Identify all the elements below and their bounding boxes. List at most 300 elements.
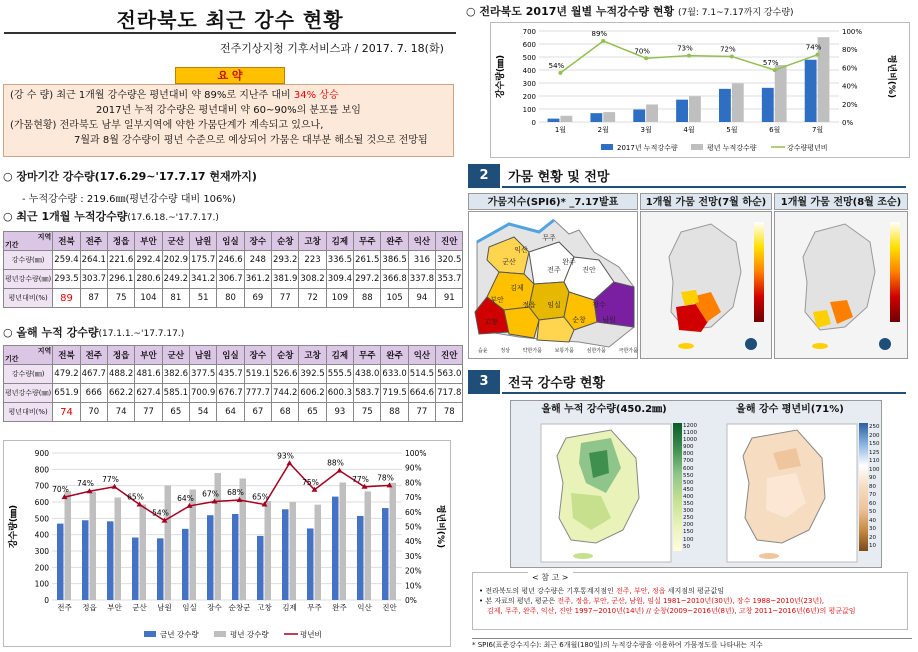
table-cell: 248 [244, 251, 271, 270]
bar-current [157, 538, 164, 600]
july-korea-map [641, 212, 771, 358]
y2-tick-label: 20% [405, 566, 422, 576]
page-subtitle: 전주기상지청 기후서비스과 / 2017. 7. 18(화) [220, 42, 444, 55]
table-cell: 297.2 [354, 270, 381, 289]
table-corner-cell: 지역 기간 [5, 347, 52, 363]
y-tick-label: 700 [522, 28, 536, 36]
scale-value: 600 [683, 465, 694, 472]
table-cell: 777.7 [244, 384, 271, 403]
spi-legend-item: 극한가뭄 [618, 348, 638, 354]
region-header: 전주 [80, 232, 107, 251]
table-cell: 481.6 [135, 365, 162, 384]
map-region-label: 임실 [547, 301, 561, 309]
y-tick-label: 0 [44, 596, 49, 605]
scale-value: 250 [869, 424, 880, 430]
table-cell: 280.6 [135, 270, 162, 289]
table-corner-cell: 지역 기간 [5, 233, 52, 249]
table-cell: 353.7 [436, 270, 463, 289]
bar-normal [340, 482, 347, 600]
x-tick-label: 2월 [597, 126, 609, 134]
scale-value: 150 [683, 529, 694, 536]
table-row [4, 403, 463, 422]
table-cell: 303.7 [80, 270, 107, 289]
table-cell: 744.2 [272, 384, 299, 403]
table-cell: 308.2 [299, 270, 326, 289]
bar-current [590, 113, 602, 122]
table-cell: 666 [80, 384, 107, 403]
region-header: 전북 [53, 346, 80, 365]
region-header: 정읍 [107, 232, 134, 251]
table-cell: 341.2 [190, 270, 217, 289]
table-cell: 81 [162, 289, 189, 308]
y2-tick-label: 0% [405, 596, 417, 605]
bar-normal [115, 498, 122, 600]
table-cell: 78 [436, 403, 463, 422]
monthly-title: ○ 전라북도 2017년 월별 누적강수량 현황 [466, 5, 675, 18]
scale-value: 150 [869, 441, 880, 447]
map-region-label: 남원 [602, 316, 616, 324]
bar-normal [603, 112, 615, 122]
ratio-label: 77% [352, 474, 369, 484]
bar-normal [775, 65, 787, 122]
region-header: 부안 [135, 346, 162, 365]
scale-value: 100 [869, 466, 880, 473]
map-region-label: 장수 [592, 301, 606, 309]
summary-box [3, 84, 454, 157]
bar-normal [646, 104, 658, 122]
table-cell: 93 [326, 403, 353, 422]
ytd-range: (17.1.1.~'17.7.17.) [98, 329, 185, 339]
y-tick-label: 400 [34, 530, 49, 540]
scale-value: 500 [683, 479, 694, 486]
ratio-point [287, 460, 293, 465]
ytd-chart-frame [3, 440, 451, 647]
reference-note-2: • 본 자료의 평년, 평균은 전주, 정읍, 부안, 군산, 남원, 임실 1981~2010년(30년), 장수 1988~2010년(23년), [479, 597, 825, 605]
table-cell: 717.8 [436, 384, 463, 403]
table-cell: 627.4 [135, 384, 162, 403]
table-cell: 392.5 [299, 365, 326, 384]
x-tick-label: 전주 [57, 603, 72, 612]
summary-header: 요 약 [175, 67, 285, 84]
y-tick-label: 400 [522, 67, 536, 75]
map-region-label: 익산 [514, 246, 528, 254]
national-ratio-title: 올해 강수 평년비(71%) [736, 404, 844, 415]
bar-normal [315, 505, 322, 600]
table-cell: 259.4 [53, 251, 80, 270]
table-cell: 320.5 [436, 251, 463, 270]
ratio-label: 75% [302, 477, 319, 487]
table-cell: 249.2 [162, 270, 189, 289]
map-region-label: 군산 [502, 258, 516, 266]
summary-line-4: 7월과 8월 강수량이 평년 수준으로 예상되어 가뭄은 대부분 해소될 것으로 전망됨 [74, 135, 428, 146]
bar-current [633, 110, 645, 122]
table-cell: 175.7 [190, 251, 217, 270]
drought-section-header [468, 164, 906, 188]
y2-tick-label: 20% [842, 100, 858, 109]
scale-value: 50 [869, 509, 876, 515]
bar-current [257, 536, 264, 600]
table-cell: 719.5 [381, 384, 408, 403]
table-cell: 361.2 [244, 270, 271, 289]
legend-swatch [691, 144, 703, 150]
spi-legend-item: 심한가뭄 [586, 348, 606, 354]
row-label: 평년대비(%) [4, 403, 53, 422]
map-region-label: 순창 [572, 316, 586, 324]
ratio-label: 65% [127, 492, 144, 502]
y-tick-label: 300 [34, 547, 49, 556]
table-cell: 555.5 [326, 365, 353, 384]
x-tick-label: 장수 [207, 603, 222, 612]
y2-tick-label: 80% [405, 478, 422, 488]
table-cell: 80 [217, 289, 244, 308]
y2-tick-label: 0% [842, 119, 854, 127]
region-header: 무주 [354, 232, 381, 251]
spi-footnote: * SPI6(표준강수지수): 최근 6개월(180일)의 누적강수량을 이용하여 가뭄정도를 나타내는 지수 [472, 638, 912, 650]
region-header: 정읍 [107, 346, 134, 365]
region-header: 완주 [381, 346, 408, 365]
scale-value: 10 [869, 543, 876, 549]
spi-map-title: 가뭄지수(SPI6)* _7.17발표 [468, 193, 638, 210]
x-tick-label: 익산 [357, 603, 372, 612]
table-header-row [4, 346, 463, 365]
ratio-point [730, 54, 734, 58]
region-header: 순창 [272, 232, 299, 251]
y2-tick-label: 60% [842, 64, 858, 73]
bar-normal [365, 491, 372, 600]
region-header: 장수 [244, 346, 271, 365]
legend-swatch [601, 144, 613, 150]
y-axis-title: 강수량(㎜) [496, 54, 506, 99]
legend-label: 2017년 누적강수량 [617, 144, 678, 152]
legend-swatch [214, 631, 226, 637]
monthly-chart-frame [490, 22, 910, 158]
table-cell: 70 [80, 403, 107, 422]
summary-highlight: 34% 상승 [293, 90, 339, 101]
monthly-chart [491, 23, 909, 157]
y-tick-label: 300 [522, 80, 536, 88]
table-cell: 75 [107, 289, 134, 308]
ratio-point [601, 39, 605, 43]
ratio-label: 54% [548, 61, 565, 70]
y2-tick-label: 90% [405, 463, 422, 473]
y-axis-title: 강수량(㎜) [9, 504, 19, 549]
table-cell: 64 [217, 403, 244, 422]
table-cell: 223 [299, 251, 326, 270]
table-cell: 316 [408, 251, 435, 270]
y-tick-label: 200 [34, 563, 49, 573]
table-cell: 366.8 [381, 270, 408, 289]
spi-legend-item: 정상 [500, 348, 510, 354]
table-row [4, 251, 463, 270]
table-cell: 377.5 [190, 365, 217, 384]
table-cell: 202.9 [162, 251, 189, 270]
table-cell: 77 [272, 289, 299, 308]
bar-current [357, 516, 364, 600]
table-cell: 91 [436, 289, 463, 308]
reference-box [472, 572, 908, 630]
bar-normal [90, 492, 97, 600]
reference-note-1: • 전라북도의 평년 강수량은 기후통계지점인 전주, 부안, 정읍 세지점의 평균값임 [479, 587, 725, 595]
table-cell: 467.7 [80, 365, 107, 384]
ratio-label: 72% [720, 45, 736, 54]
region-header: 고창 [299, 346, 326, 365]
table-cell: 74 [53, 403, 80, 422]
scale-value: 80 [869, 483, 876, 490]
scale-value: 70 [869, 492, 876, 498]
legend-swatch [144, 631, 156, 637]
spi-legend-item: 보통가뭄 [554, 348, 574, 354]
table-cell: 296.1 [107, 270, 134, 289]
table-cell: 246.6 [217, 251, 244, 270]
ratio-label: 89% [591, 30, 608, 39]
x-tick-label: 5월 [726, 126, 738, 134]
bar-current [719, 89, 731, 122]
legend-label: 평년비 [300, 630, 322, 639]
scale-value: 200 [683, 522, 694, 529]
table-cell: 77 [408, 403, 435, 422]
ratio-label: 74% [77, 479, 94, 489]
table-cell: 292.4 [135, 251, 162, 270]
scale-value: 300 [683, 508, 694, 515]
scale-value: 40 [869, 517, 876, 524]
x-tick-label: 무주 [307, 603, 322, 612]
recent-title: ○ 최근 1개월 누적강수량 [3, 210, 128, 223]
table-cell: 54 [190, 403, 217, 422]
x-tick-label: 3월 [640, 126, 652, 134]
table-cell: 600.3 [326, 384, 353, 403]
reference-note-3: 김제, 무주, 완주, 익산, 진안 1997~2010년(14년) // 순창(2009~2016년(8년), 고창 2011~2016년(6년)의 평균값임 [487, 607, 856, 615]
table-row [4, 289, 463, 308]
spi-legend-item: 습윤 [478, 348, 488, 354]
region-header: 남원 [190, 232, 217, 251]
bar-normal [560, 116, 572, 122]
bar-current [548, 119, 560, 122]
table-row [4, 384, 463, 403]
ytd-rain-table [3, 345, 463, 422]
bar-current [382, 508, 389, 600]
national-maps-frame [510, 400, 882, 568]
x-tick-label: 1월 [554, 126, 567, 134]
region-header: 완주 [381, 232, 408, 251]
scale-value: 100 [683, 536, 694, 543]
scale-value: 30 [869, 526, 876, 532]
y2-tick-label: 60% [405, 507, 422, 517]
reference-header: < 참 고 > [528, 572, 573, 583]
region-header: 고창 [299, 232, 326, 251]
scale-value: 90 [869, 475, 876, 481]
row-label: 강수량(㎜) [4, 251, 53, 270]
bar-current [762, 88, 774, 122]
row-label: 강수량(㎜) [4, 365, 53, 384]
table-cell: 514.5 [408, 365, 435, 384]
table-cell: 69 [244, 289, 271, 308]
table-cell: 77 [135, 403, 162, 422]
table-cell: 104 [135, 289, 162, 308]
region-header: 순창 [272, 346, 299, 365]
scale-value: 125 [869, 449, 880, 456]
bar-current [332, 497, 339, 600]
row-label: 평년강수량(㎜) [4, 270, 53, 289]
table-cell: 438.0 [354, 365, 381, 384]
table-cell: 606.2 [299, 384, 326, 403]
table-cell: 67 [244, 403, 271, 422]
y2-tick-label: 10% [405, 581, 422, 591]
spi-legend-item: 약한가뭄 [522, 348, 542, 354]
bar-normal [265, 501, 272, 600]
ytd-heading [3, 324, 184, 340]
scale-value: 550 [683, 472, 694, 479]
drought-section-title: 가뭄 현황 및 전망 [508, 170, 610, 185]
ytd-chart [4, 441, 450, 646]
table-cell: 75 [354, 403, 381, 422]
table-cell: 583.7 [354, 384, 381, 403]
map-region-label: 진안 [582, 266, 596, 274]
bar-normal [732, 83, 744, 122]
table-cell: 88 [354, 289, 381, 308]
summary-line-2: 2017년 누적 강수량은 평년대비 약 60~90%의 분포를 보임 [96, 105, 361, 116]
scale-value: 400 [683, 493, 694, 500]
monthly-note: (7월: 7.1~7.17까지 강수량) [677, 8, 794, 18]
table-cell: 651.9 [53, 384, 80, 403]
ratio-label: 77% [102, 474, 119, 484]
scale-value: 60 [869, 500, 876, 507]
table-cell: 293.2 [272, 251, 299, 270]
y2-tick-label: 80% [842, 46, 858, 55]
monsoon-heading: ○ 장마기간 강수량(17.6.29~'17.7.17 현재까지) [3, 170, 257, 183]
table-cell: 336.5 [326, 251, 353, 270]
bar-current [232, 514, 239, 600]
scale-value: 110 [869, 458, 880, 464]
y2-tick-label: 100% [405, 449, 427, 458]
table-cell: 337.8 [408, 270, 435, 289]
y2-axis-title: 평년비(%) [886, 54, 896, 99]
monsoon-detail: - 누적강수량 : 219.6㎜(평년강수량 대비 106%) [22, 194, 236, 205]
recent-range: (17.6.18.~'17.7.17.) [127, 213, 219, 223]
region-header: 부안 [135, 232, 162, 251]
national-total-title: 올해 누적 강수량(450.2㎜) [541, 404, 667, 415]
ratio-point [558, 71, 562, 75]
july-outlook-title: 1개월 가뭄 전망(7월 하순) [640, 193, 772, 210]
title-divider [4, 32, 456, 34]
region-header: 진안 [436, 232, 463, 251]
bar-current [132, 538, 139, 600]
table-row [4, 270, 463, 289]
ratio-label: 65% [252, 492, 269, 502]
ratio-label: 57% [762, 59, 779, 68]
ratio-label: 74% [805, 43, 822, 52]
region-header: 전북 [53, 232, 80, 251]
scale-value: 200 [869, 432, 880, 439]
scale-value: 50 [683, 543, 690, 550]
y2-tick-label: 70% [405, 493, 422, 503]
y-tick-label: 800 [34, 465, 49, 475]
x-tick-label: 군산 [132, 603, 147, 612]
map-region-label: 정읍 [522, 301, 536, 309]
region-header: 장수 [244, 232, 271, 251]
drought-section-number: 2 [468, 164, 500, 188]
map-region-label: 완주 [562, 258, 576, 266]
y2-tick-label: 40% [842, 82, 858, 91]
scale-value: 20 [869, 534, 876, 541]
bar-normal [290, 502, 297, 600]
table-cell: 72 [299, 289, 326, 308]
table-cell: 309.4 [326, 270, 353, 289]
drought-section-rule [502, 186, 906, 188]
row-label: 평년대비(%) [4, 289, 53, 308]
table-cell: 306.7 [217, 270, 244, 289]
bar-normal [140, 504, 147, 600]
x-tick-label: 임실 [182, 603, 197, 612]
bar-current [207, 515, 214, 600]
bar-current [182, 529, 189, 600]
bar-current [676, 100, 688, 122]
summary-line-1: (강 수 량) 최근 1개월 강수량은 평년대비 약 89%로 지난주 대비 [10, 90, 294, 101]
table-cell: 87 [80, 289, 107, 308]
table-cell: 88 [381, 403, 408, 422]
recent-rain-table [3, 231, 463, 308]
ratio-label: 78% [377, 473, 394, 483]
ratio-label: 88% [327, 458, 344, 468]
y-tick-label: 100 [522, 106, 536, 114]
y2-tick-label: 30% [405, 551, 422, 561]
legend-label: 평년 누적강수량 [707, 144, 757, 152]
scale-value: 450 [683, 486, 694, 493]
table-cell: 105 [381, 289, 408, 308]
ratio-point [816, 53, 820, 57]
table-cell: 51 [190, 289, 217, 308]
y-tick-label: 500 [34, 514, 49, 524]
table-cell: 221.6 [107, 251, 134, 270]
table-cell: 65 [162, 403, 189, 422]
x-tick-label: 진안 [382, 603, 397, 612]
table-cell: 264.1 [80, 251, 107, 270]
table-cell: 261.5 [354, 251, 381, 270]
region-header: 남원 [190, 346, 217, 365]
scale-value: 250 [683, 515, 694, 522]
aug-outlook-map [774, 211, 908, 359]
ratio-point [773, 68, 777, 72]
ratio-point [112, 484, 118, 489]
table-cell: 488.2 [107, 365, 134, 384]
legend-label: 금년 강수량 [160, 630, 199, 639]
table-cell: 381.9 [272, 270, 299, 289]
ratio-point [687, 54, 691, 58]
ratio-label: 67% [202, 489, 219, 499]
scale-value: 1000 [683, 437, 697, 444]
region-header: 무주 [354, 346, 381, 365]
map-region-label: 고창 [484, 318, 498, 326]
region-header: 군산 [162, 232, 189, 251]
table-cell: 664.6 [408, 384, 435, 403]
bar-current [57, 524, 64, 600]
y-tick-label: 700 [34, 481, 49, 491]
summary-line-3: (가뭄현황) 전라북도 남부 일부지역에 약한 가뭄단계가 계속되고 있으나, [10, 120, 324, 131]
table-cell: 435.7 [217, 365, 244, 384]
region-header: 군산 [162, 346, 189, 365]
table-cell: 68 [272, 403, 299, 422]
map-region-label: 김제 [510, 284, 524, 292]
scale-value: 1200 [683, 423, 697, 429]
legend-label: 강수량평년비 [787, 144, 828, 152]
scale-value: 1100 [683, 430, 697, 437]
national-section-number: 3 [468, 370, 500, 394]
region-header: 진안 [436, 346, 463, 365]
table-cell: 479.2 [53, 365, 80, 384]
ratio-point [644, 56, 648, 60]
table-cell: 89 [53, 289, 80, 308]
bar-current [282, 509, 289, 600]
bar-current [307, 528, 314, 600]
